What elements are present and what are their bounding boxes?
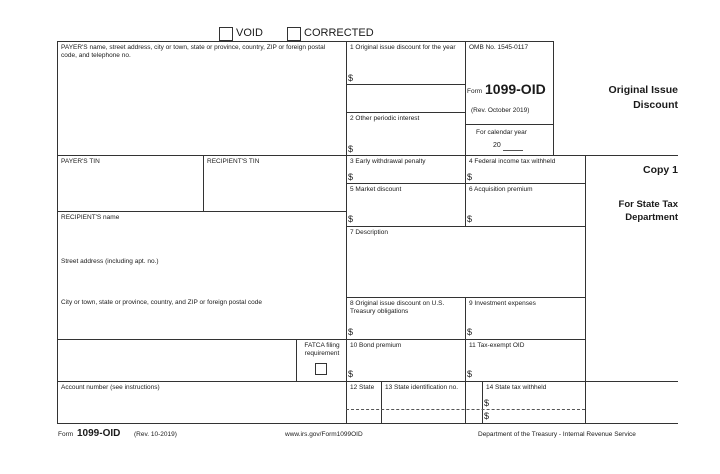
box9-dollar: $ bbox=[467, 327, 473, 337]
box10-label: 10 Bond premium bbox=[350, 342, 402, 349]
footer-form-word: Form bbox=[58, 431, 74, 438]
box7-label: 7 Description bbox=[350, 229, 388, 236]
fatca-label: FATCA filing requirement bbox=[304, 342, 340, 357]
void-label: VOID bbox=[236, 27, 263, 39]
box4-dollar: $ bbox=[467, 172, 473, 182]
middle-column-divider bbox=[465, 41, 466, 226]
middle-column-divider-lower bbox=[465, 297, 466, 423]
box1-label: 1 Original issue discount for the year bbox=[350, 44, 456, 51]
recipient-address-bottom bbox=[57, 339, 346, 340]
calendar-year-blank bbox=[503, 150, 523, 151]
recipient-tin-field[interactable] bbox=[204, 168, 345, 210]
box5-label: 5 Market discount bbox=[350, 186, 402, 193]
boxes-right-border bbox=[585, 155, 586, 423]
form-top-border bbox=[57, 41, 553, 42]
box6-label: 6 Acquisition premium bbox=[469, 186, 533, 193]
recipient-tin-label: RECIPIENT'S TIN bbox=[207, 158, 260, 165]
box4-label: 4 Federal income tax withheld bbox=[469, 158, 556, 165]
box5-6-bottom bbox=[346, 226, 585, 227]
payer-tin-label: PAYER'S TIN bbox=[61, 158, 100, 165]
box13-label: 13 State identification no. bbox=[385, 384, 458, 391]
box11-dollar: $ bbox=[467, 369, 473, 379]
payer-name-label: PAYER'S name, street address, city or town, state or province, country, ZIP or foreign postal code, and telephone no. bbox=[61, 44, 326, 59]
recipient-name-label: RECIPIENT'S name bbox=[61, 214, 120, 221]
box9-label: 9 Investment expenses bbox=[469, 300, 536, 307]
box12-divider bbox=[381, 381, 382, 423]
box14-dollar-row1: $ bbox=[484, 398, 490, 408]
left-section-divider bbox=[346, 41, 347, 423]
form-title-line2: Discount bbox=[633, 99, 678, 111]
corrected-checkbox[interactable] bbox=[287, 27, 301, 41]
form-title-line1: Original Issue bbox=[608, 84, 678, 96]
box1-bottom bbox=[346, 84, 465, 85]
payer-tin-field[interactable] bbox=[58, 168, 202, 210]
state-row-dashed-line bbox=[346, 409, 585, 410]
box2-dollar: $ bbox=[348, 144, 354, 154]
box10-dollar: $ bbox=[348, 369, 354, 379]
box1-dollar: $ bbox=[348, 73, 354, 83]
box14-dollar-row2: $ bbox=[484, 411, 490, 421]
box12-label: 12 State bbox=[350, 384, 375, 391]
box11-label: 11 Tax-exempt OID bbox=[469, 342, 525, 349]
box8-dollar: $ bbox=[348, 327, 354, 337]
fatca-row-bottom bbox=[57, 381, 678, 382]
void-checkbox[interactable] bbox=[219, 27, 233, 41]
street-address-label: Street address (including apt. no.) bbox=[61, 258, 159, 265]
box3-label: 3 Early withdrawal penalty bbox=[350, 158, 426, 165]
box7-bottom bbox=[346, 297, 585, 298]
fatca-divider bbox=[296, 339, 297, 381]
box3-dollar: $ bbox=[348, 172, 354, 182]
box1-amount-line bbox=[346, 112, 465, 113]
footer-form-number: 1099-OID bbox=[77, 428, 121, 439]
form-id-right-border bbox=[553, 41, 554, 155]
tin-row-bottom bbox=[57, 211, 346, 212]
for-state-line1: For State Tax bbox=[618, 199, 678, 210]
corrected-label: CORRECTED bbox=[304, 27, 374, 39]
copy-label: Copy 1 bbox=[642, 164, 678, 176]
box3-4-bottom bbox=[346, 183, 585, 184]
box6-dollar: $ bbox=[467, 214, 473, 224]
footer-revision: (Rev. 10-2019) bbox=[134, 431, 177, 438]
city-state-label: City or town, state or province, country, and ZIP or foreign postal code bbox=[61, 299, 262, 306]
account-number-label: Account number (see instructions) bbox=[61, 384, 160, 391]
payer-section-bottom bbox=[57, 155, 678, 156]
fatca-checkbox[interactable] bbox=[315, 363, 327, 375]
box14-label: 14 State tax withheld bbox=[486, 384, 547, 391]
form-revision: (Rev. October 2019) bbox=[471, 107, 530, 114]
box8-label: 8 Original issue discount on U.S. Treasury obligations bbox=[350, 300, 445, 315]
box13-divider bbox=[482, 381, 483, 423]
payer-name-field[interactable] bbox=[58, 62, 345, 154]
for-state-line2: Department bbox=[625, 212, 678, 223]
form-number: 1099-OID bbox=[485, 81, 546, 97]
calendar-year-label: For calendar year bbox=[476, 129, 527, 136]
box2-label: 2 Other periodic interest bbox=[350, 115, 420, 122]
omb-number: OMB No. 1545-0117 bbox=[469, 44, 529, 51]
box8-9-bottom bbox=[346, 339, 585, 340]
footer-url: www.irs.gov/Form1099OID bbox=[285, 431, 363, 438]
form-bottom-border bbox=[57, 423, 678, 424]
omb-bottom bbox=[465, 124, 553, 125]
footer-department: Department of the Treasury - Internal Revenue Service bbox=[478, 431, 636, 438]
box5-dollar: $ bbox=[348, 214, 354, 224]
calendar-year-value: 20 bbox=[493, 142, 501, 149]
form-word: Form bbox=[467, 88, 483, 95]
